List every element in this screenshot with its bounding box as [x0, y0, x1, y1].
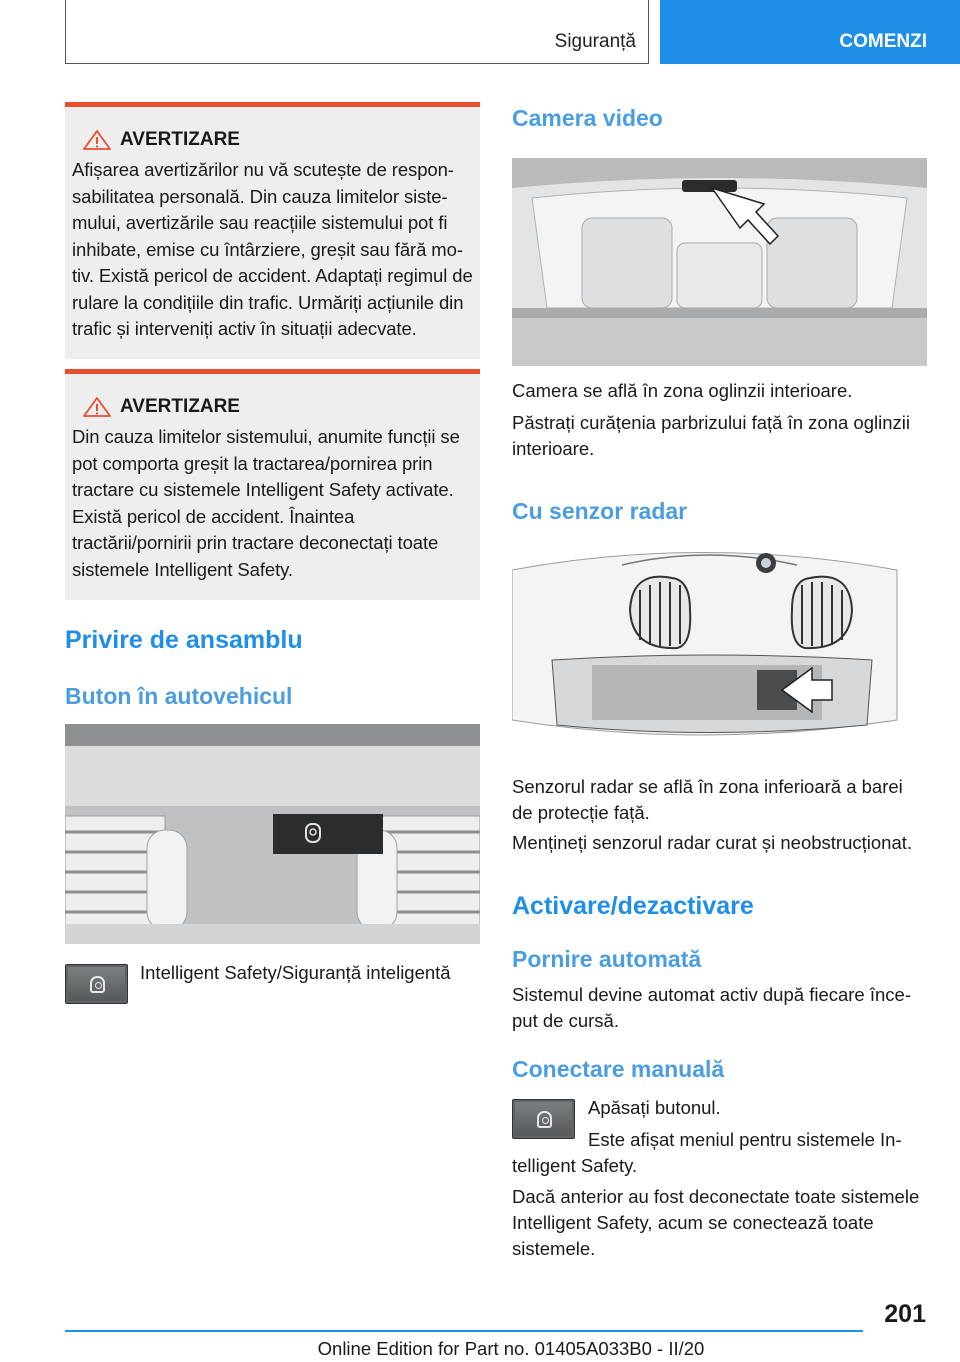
camera-heading: Camera video: [512, 105, 663, 131]
dashboard-button-figure: [65, 724, 480, 944]
warning-title: AVERTIZARE: [120, 129, 240, 150]
overview-heading: Privire de ansamblu: [65, 626, 303, 654]
warning-title: AVERTIZARE: [120, 396, 240, 417]
camera-text-1: Camera se află în zona oglinzii interioare.: [512, 380, 853, 401]
radar-text-2: Mențineți senzorul radar curat și neobstrucționat.: [512, 832, 913, 853]
radar-text-1: Senzorul radar se află în zona inferioară a barei de protecție față.: [512, 776, 903, 823]
warning-box-2: [65, 369, 480, 600]
page-number: 201: [884, 1300, 926, 1328]
edition-note: Online Edition for Part no. 01405A033B0 - II/20: [317, 1338, 705, 1359]
manual-heading: Conectare manuală: [512, 1056, 725, 1082]
manual-text-2: Este afișat meniul pentru sistemele Intelligent Safety.: [512, 1129, 902, 1176]
warning-text: Afișarea avertizărilor nu vă scutește de responsabilitatea personală. Din cauza limitelor sistemului, avertizările sau reacțiile sistemului pot fi inhibate, emise cu întârziere, greșit sau fără motiv. Există pericol de accident. Adaptați regimul de rulare la condițiile din trafic. Urmăriți acțiunile din trafic și interveniți activ în situații adecvate.: [72, 159, 473, 339]
camera-figure: [512, 158, 927, 366]
button-caption: Intelligent Safety/Siguranță inteligentă: [140, 962, 451, 983]
intelligent-safety-button-icon: [65, 964, 128, 1004]
manual-text-1: Apăsați butonul.: [588, 1097, 721, 1118]
radar-figure: [512, 540, 902, 760]
auto-start-text: Sistemul devine automat activ după fiecare început de cursă.: [512, 984, 911, 1031]
warning-triangle-icon: [82, 130, 112, 150]
button-heading: Buton în autovehicul: [65, 683, 293, 709]
radar-heading: Cu senzor radar: [512, 498, 688, 524]
auto-start-heading: Pornire automată: [512, 946, 702, 972]
warning-box-1: [65, 102, 480, 359]
header-section-title: Siguranță: [554, 31, 636, 52]
warning-triangle-icon: [82, 397, 112, 417]
camera-text-2: Păstrați curățenia parbrizului față în zona oglinzii interioare.: [512, 412, 910, 459]
warning-text: Din cauza limitelor sistemului, anumite funcții se pot comporta greșit la tractarea/pornirea prin tractare cu sistemele Intelligent Safety activate. Există pericol de accident. Înaintea tractării/pornirii prin tractare deconectați toate sistemele Intelligent Safety.: [72, 426, 460, 580]
header-section-box: [65, 0, 649, 64]
header-chapter-title: COMENZI: [839, 31, 927, 52]
activation-heading: Activare/dezactivare: [512, 892, 754, 920]
manual-text-3: Dacă anterior au fost deconectate toate sistemele Intelligent Safety, acum se conectează toate sistemele.: [512, 1186, 920, 1259]
footer-divider: [65, 1330, 863, 1332]
header-chapter-tab: [660, 0, 960, 64]
